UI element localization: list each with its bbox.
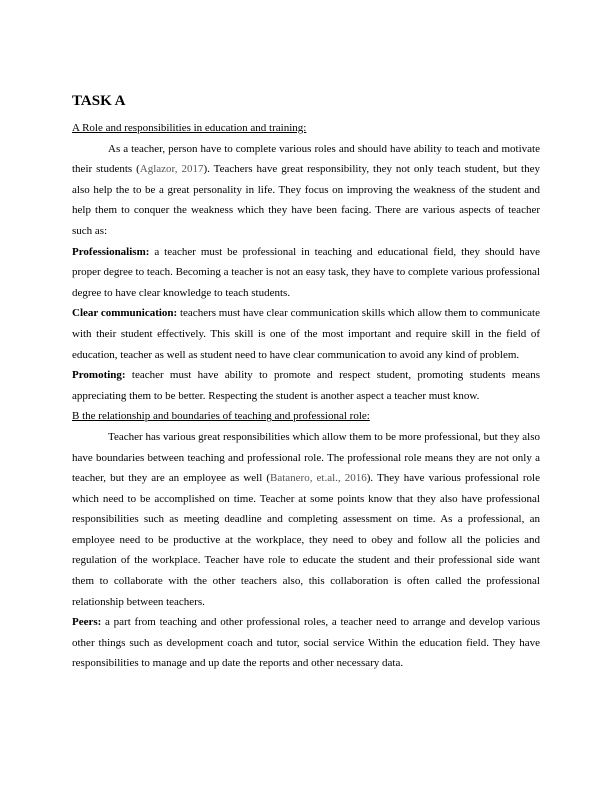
term-clear-communication: Clear communication: xyxy=(72,307,178,320)
section-a-intro xyxy=(72,139,540,242)
text-professionalism: a teacher must be professional in teaching and educational field, they should have proper degree to teach. Becoming a teacher is not an easy task, they have to complete various professional degree to have clear knowledge to teach students. xyxy=(72,245,540,299)
citation-aglazor: Aglazor, 2017 xyxy=(139,163,204,176)
section-b-intro-text-2: ). They have various professional role which need to be accomplished on time. Teacher at some points know that they also have professional responsibilities such as meeting deadline and completing assessment on time. As a professional, an employee need to be productive at the workplace, they need to obey and follow all the policies and regulation of the workplace. Teacher have role to educate the student and their professional side want them to collaborate with the other teachers also, this collaboration is often called the professional relationship between teachers. xyxy=(72,472,540,608)
section-a-title: A Role and responsibilities in education and training: xyxy=(72,122,307,134)
term-peers: Peers: xyxy=(72,616,102,629)
section-a-intro-text-1: As a teacher, person have to complete various roles and should have ability to teach and motivate their students ( xyxy=(72,142,540,176)
term-professionalism: Professionalism: xyxy=(72,245,150,258)
section-b-title: B the relationship and boundaries of teaching and professional role: xyxy=(72,410,370,423)
text-promoting: teacher must have ability to promote and respect student, promoting students means appreciating them to be better. Respecting the student is another aspect a teacher must know. xyxy=(72,369,540,402)
item-promoting xyxy=(72,365,540,406)
section-b-intro-text-1: Teacher has various great responsibilities which allow them to be more professional, but they also have boundaries between teaching and professional role. The professional role means they are not only a teacher, but they are an employee as well ( xyxy=(72,430,540,485)
page-heading: TASK A xyxy=(72,93,126,109)
citation-batanero: Batanero, et.al., 2016 xyxy=(270,472,367,485)
item-clear-communication xyxy=(72,303,540,365)
item-professionalism xyxy=(72,242,540,304)
item-peers xyxy=(72,612,540,674)
text-peers: a part from teaching and other professional roles, a teacher need to arrange and develop various other things such as development coach and tutor, social service Within the education field. They have responsibilities to manage and up date the reports and other necessary data. xyxy=(72,616,540,670)
term-promoting: Promoting: xyxy=(72,369,126,382)
document-page xyxy=(72,92,540,674)
section-b-intro xyxy=(72,427,540,612)
section-a-intro-text-2: ). Teachers have great responsibility, they not only teach student, but they also help the to be a great personality in life. They focus on improving the weakness of the student and help them to conquer the weakness which they have been facing. There are various aspects of teacher such as: xyxy=(72,163,540,237)
text-clear-communication: teachers must have clear communication skills which allow them to communicate with their student effectively. This skill is one of the most important and require skill in the field of education, teacher as well as student need to have clear communication to avoid any kind of problem. xyxy=(72,307,540,361)
